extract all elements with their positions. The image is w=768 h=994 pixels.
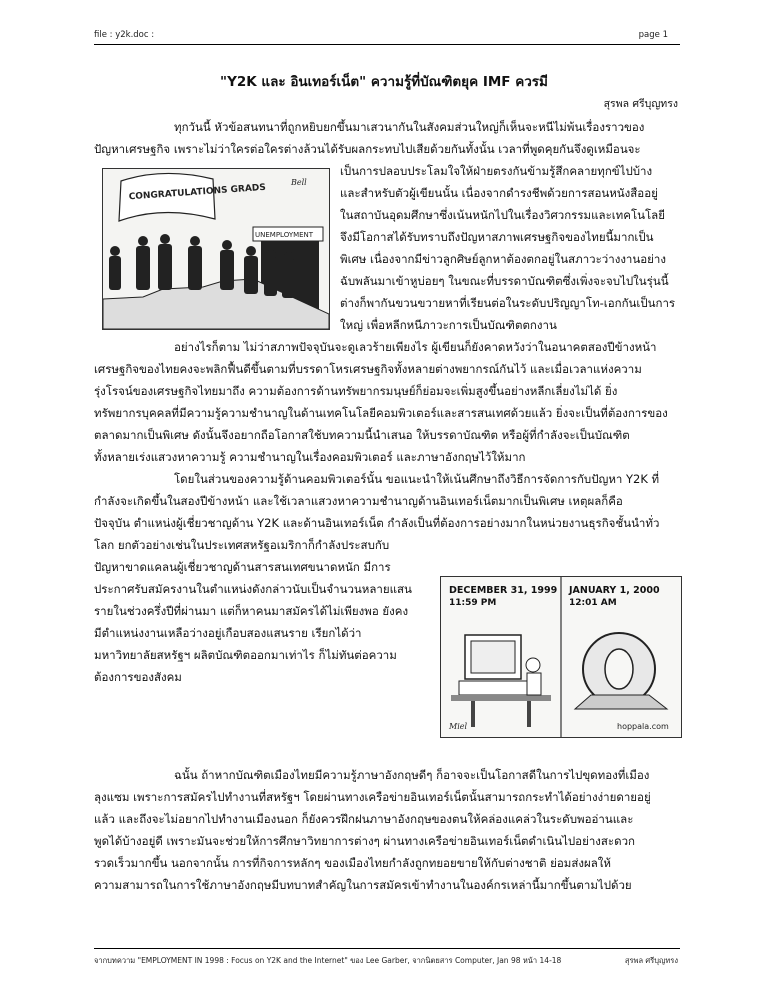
page-number: page 1 (638, 30, 668, 40)
text-line: ต้องการของสังคม (94, 670, 182, 684)
text-line: ทุกวันนี้ หัวข้อสนทนาที่ถูกหยิบยกขึ้นมาเสวนากันในสังคมส่วนใหญ่ก็เห็นจะหนีไม่พ้นเรื่องราวของ (174, 120, 645, 134)
cartoon-signature: Bell (291, 178, 307, 187)
text-line: โลก ยกตัวอย่างเช่นในประเทศสหรัฐอเมริกาก็กำลังประสบกับ (94, 538, 390, 552)
text-line: ตลาดมากเป็นพิเศษ ดังนั้นจึงอยากถือโอกาสใช้บทความนี้นำเสนอ ให้บรรดาบัณฑิต หรือผู้ที่กำลังจะเป็นบัณฑิต (94, 428, 630, 442)
text-line: ใหญ่ เพื่อหลีกหนีภาวะการเป็นบัณฑิตตกงาน (340, 318, 557, 332)
text-line: พูดได้บ้างอยู่ดี เพราะมันจะช่วยให้การศึกษาวิทยาการต่างๆ ผ่านทางเครือข่ายอินเทอร์เน็ตดำเนินไปอย่างสะดวก (94, 834, 635, 848)
graduates-unemployment-cartoon (102, 168, 330, 330)
header-rule (94, 44, 680, 45)
paragraph-1-right-column (340, 160, 680, 336)
paragraph-1-intro (94, 116, 680, 160)
text-line: ฉับพลันมาเข้าหูบ่อยๆ ในขณะที่บรรดาบัณฑิตซึ่งเพิ่งจะจบไปในรุ่นนี้ (340, 274, 669, 288)
text-line: เศรษฐกิจของไทยคงจะพลิกฟื้นดีขึ้นตามที่บรรดาโหรเศรษฐกิจทั้งหลายต่างพยากรณ์กันไว้ และเมื่อเวลาแห่งความ (94, 362, 642, 376)
text-line: เป็นการปลอบประโลมใจให้ฝ่ายตรงกันข้ามรู้สึกคลายทุกข์ไปบ้าง (340, 164, 653, 178)
text-line: รุ่งโรจน์ของเศรษฐกิจไทยมาถึง ความต้องการด้านทรัพยากรมนุษย์ก็ย่อมจะเพิ่มสูงขึ้นอย่างหลีกเลี่ยงไม่ได้ ยิ่ง (94, 384, 618, 398)
text-line: กำลังจะเกิดขึ้นในสองปีข้างหน้า และใช้เวลาแสวงหาความชำนาญด้านอินเทอร์เน็ตมากเป็นพิเศษ เหตุผลก็คือ (94, 494, 623, 508)
text-line: พิเศษ เนื่องจากมีข่าวลูกศิษย์ลูกหาต้องตกอยู่ในสภาวะว่างงานอย่าง (340, 252, 666, 266)
text-line: ประกาศรับสมัครงานในตำแหน่งดังกล่าวนับเป็นจำนวนหลายแสน (94, 582, 412, 596)
text-line: ปัญหาขาดแคลนผู้เชี่ยวชาญด้านสารสนเทศขนาดหนัก มีการ (94, 560, 391, 574)
y2k-millennium-cartoon (440, 576, 682, 738)
text-line: แล้ว และถึงจะไม่อยากไปทำงานเมืองนอก ก็ยังควรฝึกฝนภาษาอังกฤษของตนให้คล่องแคล่วในระดับพออ่านและ (94, 812, 634, 826)
cartoon-signature: Miel (449, 722, 468, 731)
paragraph-3-intro (94, 468, 680, 534)
left-date-text: DECEMBER 31, 1999 (449, 585, 558, 596)
document-title: "Y2K และ อินเทอร์เน็ต" ความรู้ที่บัณฑิตยุค IMF ควรมี (220, 74, 548, 90)
text-line: มหาวิทยาลัยสหรัฐฯ ผลิตบัณฑิตออกมาเท่าไร ก็ไม่ทันต่อความ (94, 648, 397, 662)
left-time-text: 11:59 PM (449, 598, 497, 608)
text-line: โดยในส่วนของความรู้ด้านคอมพิวเตอร์นั้น ขอแนะนำให้เน้นศึกษาถึงวิธีการจัดการกับปัญหา Y2K ที่ (174, 472, 660, 486)
text-line: ลุงแซม เพราะการสมัครไปทำงานที่สหรัฐฯ โดยผ่านทางเครือข่ายอินเทอร์เน็ตนั้นสามารถกระทำได้อย่างง่ายดายอยู่ (94, 790, 651, 804)
text-line: ทั้งหลายเร่งแสวงหาความรู้ ความชำนาญในเรื่องคอมพิวเตอร์ และภาษาอังกฤษไว้ให้มาก (94, 450, 526, 464)
cartoon-sign-text: UNEMPLOYMENT (255, 231, 314, 239)
cartoon-credit: hoppala.com (617, 722, 669, 731)
paragraph-3-left-column (94, 534, 430, 688)
right-time-text: 12:01 AM (569, 598, 617, 608)
text-line: จึงมีโอกาสได้รับทราบถึงปัญหาสภาพเศรษฐกิจของไทยนี้มากเป็น (340, 230, 654, 244)
text-line: ปัญหาเศรษฐกิจ เพราะไม่ว่าใครต่อใครต่างล้วนได้รับผลกระทบไปเสียด้วยกันทั้งนั้น เวลาที่พูดคุยกันจึงดูเหมือนจะ (94, 142, 641, 156)
file-label: file : y2k.doc : (94, 30, 155, 40)
text-line: รวดเร็วมากขึ้น นอกจากนั้น การที่กิจการหลักๆ ของเมืองไทยกำลังถูกทยอยขายให้กับต่างชาติ ย่อมส่งผลให้ (94, 856, 611, 870)
text-line: มีตำแหน่งงานเหลือว่างอยู่เกือบสองแสนราย เรียกได้ว่า (94, 626, 362, 640)
text-line: ในสถาบันอุดมศึกษาซึ่งเน้นหนักไปในเรื่องวิศวกรรมและเทคโนโลยี (340, 208, 665, 222)
text-line: และสำหรับตัวผู้เขียนนั้น เนื่องจากดำรงชีพด้วยการสอนหนังสืออยู่ (340, 186, 658, 200)
paragraph-2 (94, 336, 680, 468)
text-line: ฉนั้น ถ้าหากบัณฑิตเมืองไทยมีความรู้ภาษาอังกฤษดีๆ ก็อาจจะเป็นโอกาสดีในการไปขุดทองที่เมือง (174, 768, 650, 782)
cartoon-drawing (441, 577, 681, 737)
cartoon-banner-text: CONGRATULATIONS GRADS (128, 182, 267, 203)
footer-author: สุรพล ศรีบุญทรง (624, 956, 678, 965)
cartoon-drawing (103, 169, 329, 329)
paragraph-4 (94, 764, 680, 896)
text-line: รายในช่วงครึ่งปีที่ผ่านมา แต่ก็หาคนมาสมัครได้ไม่เพียงพอ ยังคง (94, 604, 409, 618)
text-line: ความสามารถในการใช้ภาษาอังกฤษมีบทบาทสำคัญในการสมัครเข้าทำงานในองค์กรเหล่านี้มากขึ้นตามไปด้วย (94, 878, 632, 892)
text-line: ต่างก็พากันขวนขวายหาที่เรียนต่อในระดับปริญญาโท-เอกกันเป็นการ (340, 296, 676, 310)
text-line: อย่างไรก็ตาม ไม่ว่าสภาพปัจจุบันจะดูเลวร้ายเพียงไร ผู้เขียนก็ยังคาดหวังว่าในอนาคตสองปีข้างหน้า (174, 340, 657, 354)
right-date-text: JANUARY 1, 2000 (569, 585, 660, 596)
text-line: ปัจจุบัน ตำแหน่งผู้เชี่ยวชาญด้าน Y2K และด้านอินเทอร์เน็ต กำลังเป็นที่ต้องการอย่างมากในหน่วยงานธุรกิจชั้นนำทั่ว (94, 516, 660, 530)
footer-source: จากบทความ "EMPLOYMENT IN 1998 : Focus on Y2K and the Internet" ของ Lee Garber, จากนิตยสาร Computer, Jan 98 หน้า 14-18 (94, 956, 562, 965)
text-line: ทรัพยากรบุคคลที่มีความรู้ความชำนาญในด้านเทคโนโลยีคอมพิวเตอร์และสารสนเทศด้วยแล้ว ยิ่งจะเป็นที่ต้องการของ (94, 406, 668, 420)
footer-rule (94, 948, 680, 949)
author-name: สุรพล ศรีบุญทรง (603, 98, 678, 110)
